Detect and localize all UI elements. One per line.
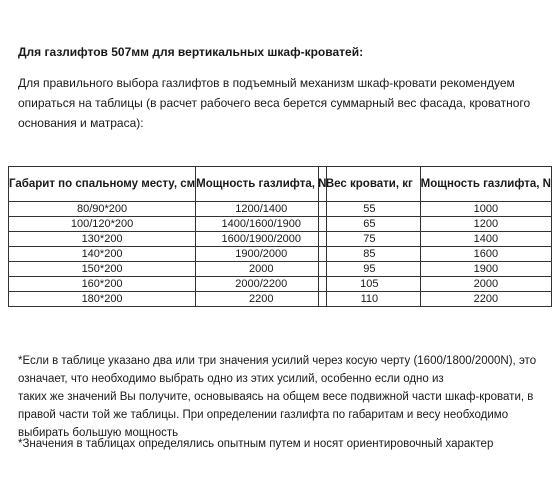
table-row: [9, 292, 327, 307]
table-header-row: [9, 167, 327, 202]
header-power: Мощность газлифта, N: [420, 167, 551, 202]
cell-power: 1400/1600/1900: [196, 217, 327, 232]
footnote-paragraph: [18, 352, 553, 442]
note-line: означает, что необходимо выбрать одно из этих усилий, особенно если одно из: [18, 373, 444, 385]
cell-power: 1600/1900/2000: [196, 232, 327, 247]
table-row: [319, 277, 552, 292]
cell-power: 2000: [420, 277, 551, 292]
cell-power: 1900: [420, 262, 551, 277]
table-row: [319, 292, 552, 307]
table-row: [9, 262, 327, 277]
table-row: [319, 247, 552, 262]
cell-weight: 65: [319, 217, 421, 232]
table-row: [319, 232, 552, 247]
cell-power: 1200: [420, 217, 551, 232]
cell-weight: 85: [319, 247, 421, 262]
table-row: [9, 277, 327, 292]
table-row: [9, 202, 327, 217]
intro-line: основания и матраса):: [18, 116, 144, 130]
cell-power: 1400: [420, 232, 551, 247]
header-size: Габарит по спальному месту, см: [9, 167, 196, 202]
intro-paragraph: [18, 73, 548, 133]
cell-weight: 55: [319, 202, 421, 217]
cell-weight: 105: [319, 277, 421, 292]
intro-line: Для правильного выбора газлифтов в подъемный механизм шкаф-кровати рекомендуем: [18, 76, 515, 90]
footnote-disclaimer: *Значения в таблицах определялись опытным путем и носят ориентировочный характер: [18, 438, 494, 450]
table-row: [319, 202, 552, 217]
cell-weight: 95: [319, 262, 421, 277]
cell-weight: 110: [319, 292, 421, 307]
cell-power: 2200: [420, 292, 551, 307]
intro-line: опираться на таблицы (в расчет рабочего веса берется суммарный вес фасада, кроватного: [18, 96, 531, 110]
cell-size: 130*200: [9, 232, 196, 247]
size-power-table: [8, 166, 327, 307]
cell-size: 140*200: [9, 247, 196, 262]
table-header-row: [319, 167, 552, 202]
cell-power: 2200: [196, 292, 327, 307]
weight-power-table: [318, 166, 552, 307]
note-line: таких же значений Вы получите, основываясь на общем весе подвижной части шкаф-кровати, в: [18, 391, 534, 403]
table-row: [9, 247, 327, 262]
cell-power: 2000/2200: [196, 277, 327, 292]
table-row: [319, 217, 552, 232]
cell-weight: 75: [319, 232, 421, 247]
cell-size: 180*200: [9, 292, 196, 307]
cell-power: 2000: [196, 262, 327, 277]
document-heading: Для газлифтов 507мм для вертикальных шкаф-кроватей:: [18, 45, 364, 59]
table-row: [9, 232, 327, 247]
cell-power: 1600: [420, 247, 551, 262]
note-line: правой части той же таблицы. При определении газлифта по габаритам и весу необходимо: [18, 409, 509, 421]
cell-power: 1200/1400: [196, 202, 327, 217]
header-weight: Вес кровати, кг: [319, 167, 421, 202]
cell-power: 1000: [420, 202, 551, 217]
cell-power: 1900/2000: [196, 247, 327, 262]
table-row: [319, 262, 552, 277]
cell-size: 100/120*200: [9, 217, 196, 232]
header-power: Мощность газлифта, N: [196, 167, 327, 202]
note-line: выбирать большую мощность: [18, 427, 179, 439]
cell-size: 150*200: [9, 262, 196, 277]
table-row: [9, 217, 327, 232]
cell-size: 80/90*200: [9, 202, 196, 217]
cell-size: 160*200: [9, 277, 196, 292]
note-line: *Если в таблице указано два или три значения усилий через косую черту (1600/1800/2000N), это: [18, 355, 537, 367]
